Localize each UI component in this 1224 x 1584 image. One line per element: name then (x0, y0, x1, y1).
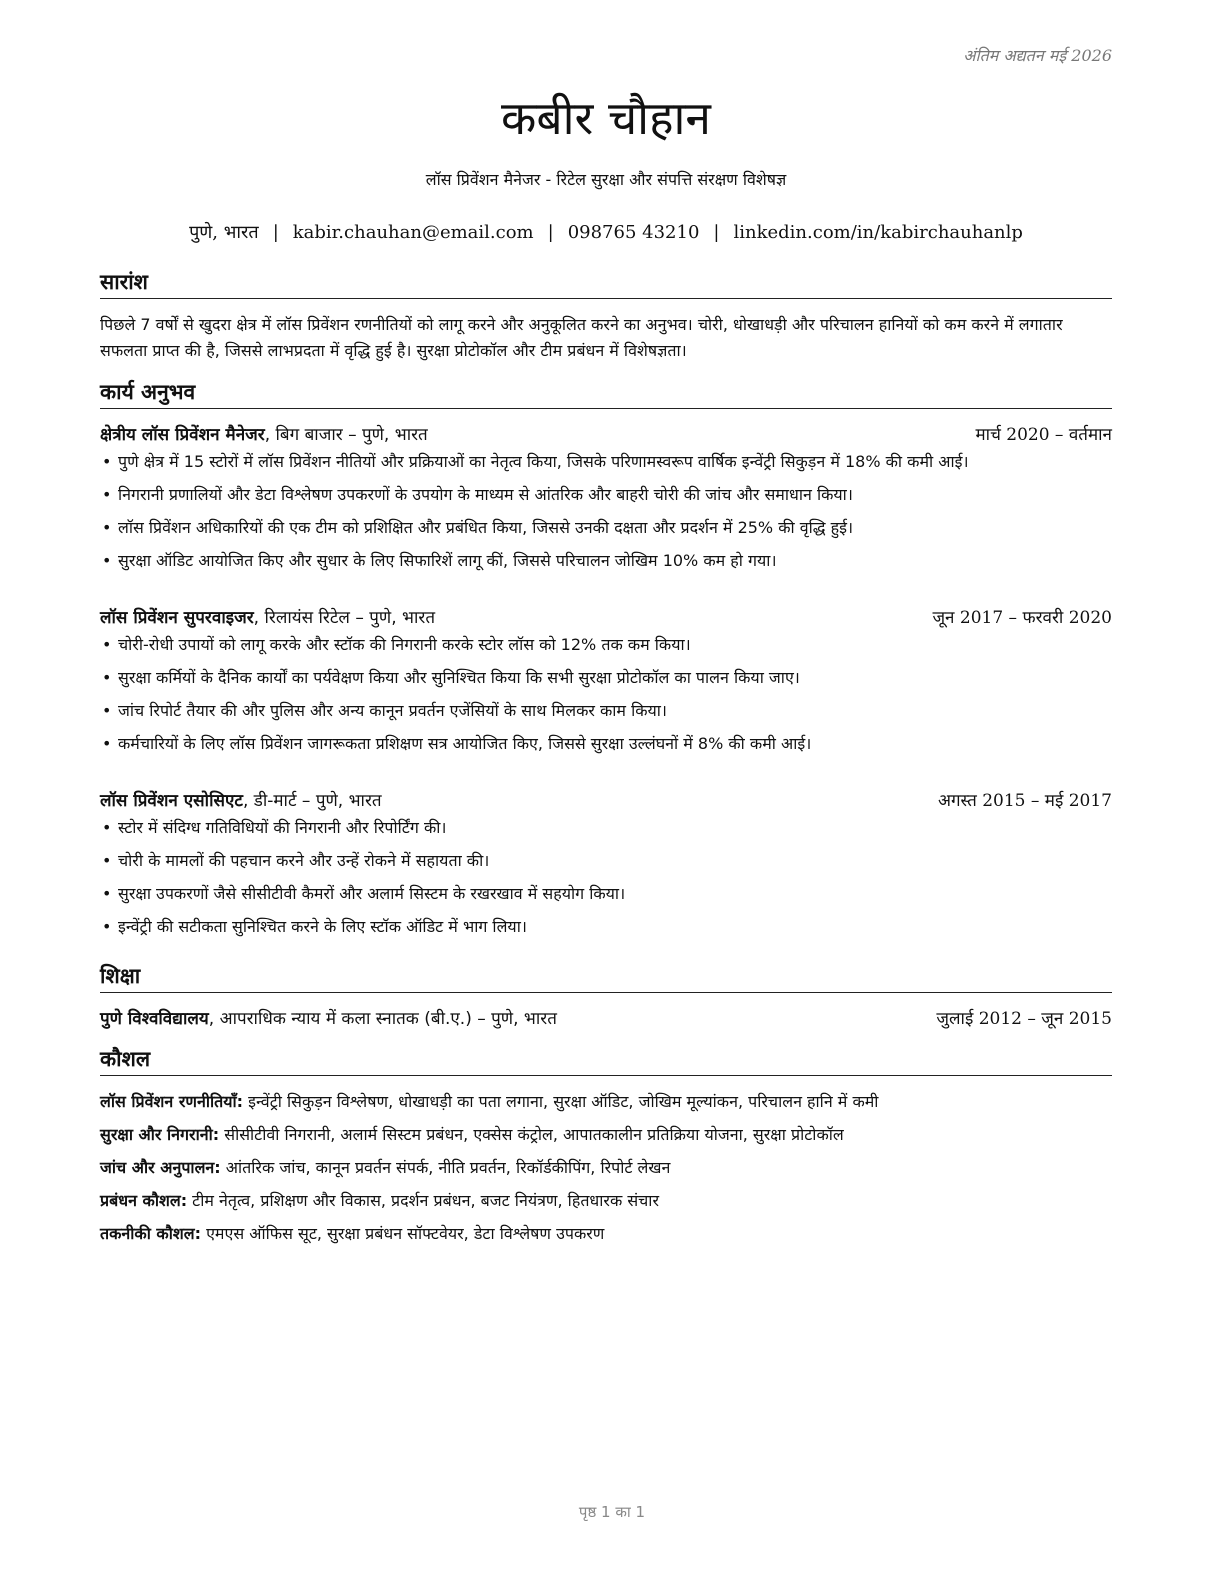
resume-page (100, 0, 1112, 1584)
job-bullets (100, 817, 1112, 938)
contact-location: पुणे, भारत (189, 222, 259, 243)
job-bullets (100, 634, 1112, 755)
job-header (100, 790, 1112, 812)
skill-row (100, 1223, 1112, 1245)
contact-linkedin[interactable]: linkedin.com/in/kabirchauhanlp (733, 222, 1023, 243)
job-bullets (100, 451, 1112, 572)
summary-text: पिछले 7 वर्षों से खुदरा क्षेत्र में लॉस प्रिवेंशन रणनीतियों को लागू करने और अनुकूलित करने का अनुभव। चोरी, धोखाधड़ी और परिचालन हानियों को कम करने में लगातार सफलता प्राप्त की है, जिससे लाभप्रदता में वृद्धि हुई है। सुरक्षा प्रोटोकॉल और टीम प्रबंधन में विशेषज्ञता। (100, 315, 1063, 360)
skill-value: टीम नेतृत्व, प्रशिक्षण और विकास, प्रदर्शन प्रबंधन, बजट नियंत्रण, हितधारक संचार (187, 1191, 659, 1210)
education-dates: जुलाई 2012 – जून 2015 (936, 1009, 1112, 1029)
bullet-item: • निगरानी प्रणालियों और डेटा विश्लेषण उपकरणों के उपयोग के माध्यम से आंतरिक और बाहरी चोरी की जांच और समाधान किया। (102, 485, 853, 504)
job-org: , रिलायंस रिटेल – पुणे, भारत (253, 608, 436, 628)
bullet-item: • सुरक्षा उपकरणों जैसे सीसीटीवी कैमरों और अलार्म सिस्टम के रखरखाव में सहयोग किया। (102, 884, 626, 903)
experience-heading: कार्य अनुभव (100, 380, 1112, 409)
bullet-item: • सुरक्षा कर्मियों के दैनिक कार्यों का पर्यवेक्षण किया और सुनिश्चित किया कि सभी सुरक्षा प्रोटोकॉल का पालन किया जाए। (102, 668, 800, 687)
skill-label: लॉस प्रिवेंशन रणनीतियाँ: (100, 1092, 244, 1111)
education-entry (100, 1008, 1112, 1030)
bullet-item: • चोरी के मामलों की पहचान करने और उन्हें रोकने में सहायता की। (102, 851, 490, 870)
bullet-item: • चोरी-रोधी उपायों को लागू करके और स्टॉक की निगरानी करके स्टोर लॉस को 12% तक कम किया। (102, 635, 691, 654)
skill-label: जांच और अनुपालन: (100, 1158, 221, 1177)
job-header (100, 607, 1112, 629)
bullet-item: • सुरक्षा ऑडिट आयोजित किए और सुधार के लिए सिफारिशें लागू कीं, जिससे परिचालन जोखिम 10% कम हो गया। (102, 551, 777, 570)
bullet-item: • जांच रिपोर्ट तैयार की और पुलिस और अन्य कानून प्रवर्तन एजेंसियों के साथ मिलकर काम किया। (102, 701, 667, 720)
job-title: लॉस प्रिवेंशन सुपरवाइजर (100, 608, 254, 628)
degree: , आपराधिक न्याय में कला स्नातक (बी.ए.) – पुणे, भारत (208, 1009, 557, 1029)
summary-heading: सारांश (100, 270, 1112, 299)
contact-separator: | (272, 222, 279, 243)
job-dates: जून 2017 – फरवरी 2020 (932, 608, 1112, 628)
bullet-item: • कर्मचारियों के लिए लॉस प्रिवेंशन जागरूकता प्रशिक्षण सत्र आयोजित किए, जिससे सुरक्षा उल्लंघनों में 8% की कमी आई। (102, 734, 812, 753)
job-header (100, 424, 1112, 446)
skill-value: आंतरिक जांच, कानून प्रवर्तन संपर्क, नीति प्रवर्तन, रिकॉर्डकीपिंग, रिपोर्ट लेखन (220, 1158, 671, 1177)
skill-value: सीसीटीवी निगरानी, अलार्म सिस्टम प्रबंधन, एक्सेस कंट्रोल, आपातकालीन प्रतिक्रिया योजना, सुरक्षा प्रोटोकॉल (219, 1125, 844, 1144)
education-header (100, 1008, 1112, 1030)
skills-heading: कौशल (100, 1047, 1112, 1076)
job-dates: अगस्त 2015 – मई 2017 (937, 791, 1112, 811)
skill-row (100, 1157, 1112, 1179)
page-number: पृष्ठ 1 का 1 (578, 1503, 646, 1521)
skill-row (100, 1190, 1112, 1212)
tagline: लॉस प्रिवेंशन मैनेजर - रिटेल सुरक्षा और संपत्ति संरक्षण विशेषज्ञ (425, 170, 787, 189)
contact-line (100, 220, 1112, 244)
skill-row (100, 1124, 1112, 1146)
bullet-item: • स्टोर में संदिग्ध गतिविधियों की निगरानी और रिपोर्टिंग की। (102, 818, 447, 837)
skill-row (100, 1091, 1112, 1113)
school-name: पुणे विश्वविद्यालय (100, 1009, 209, 1029)
contact-email[interactable]: kabir.chauhan@email.com (292, 222, 534, 243)
skill-value: इन्वेंट्री सिकुड़न विश्लेषण, धोखाधड़ी का पता लगाना, सुरक्षा ऑडिट, जोखिम मूल्यांकन, परिचालन हानि में कमी (243, 1092, 879, 1111)
contact-phone: 098765 43210 (567, 222, 700, 243)
bullet-item: • लॉस प्रिवेंशन अधिकारियों की एक टीम को प्रशिक्षित और प्रबंधित किया, जिससे उनकी दक्षता और प्रदर्शन में 25% की वृद्धि हुई। (102, 518, 854, 537)
job-entry (100, 607, 1112, 755)
job-entry (100, 790, 1112, 938)
job-title: लॉस प्रिवेंशन एसोसिएट (100, 791, 243, 811)
job-title: क्षेत्रीय लॉस प्रिवेंशन मैनेजर (100, 425, 265, 445)
skill-value: एमएस ऑफिस सूट, सुरक्षा प्रबंधन सॉफ्टवेयर, डेटा विश्लेषण उपकरण (201, 1224, 605, 1243)
bullet-item: • पुणे क्षेत्र में 15 स्टोरों में लॉस प्रिवेंशन नीतियों और प्रक्रियाओं का नेतृत्व किया, जिसके परिणामस्वरूप वार्षिक इन्वेंट्री सिकुड़न में 18% की कमी आई। (102, 452, 969, 471)
candidate-name: कबीर चौहान (501, 91, 711, 145)
job-org: , बिग बाजार – पुणे, भारत (264, 425, 428, 445)
skill-label: प्रबंधन कौशल: (100, 1191, 188, 1210)
last-updated: अंतिम अद्यतन मई 2026 (963, 46, 1112, 65)
skill-label: सुरक्षा और निगरानी: (100, 1125, 220, 1144)
education-heading: शिक्षा (100, 964, 1112, 993)
skills-list (100, 1091, 1112, 1256)
job-entry (100, 424, 1112, 572)
job-dates: मार्च 2020 – वर्तमान (975, 425, 1112, 445)
contact-separator: | (547, 222, 554, 243)
bullet-item: • इन्वेंट्री की सटीकता सुनिश्चित करने के लिए स्टॉक ऑडिट में भाग लिया। (102, 917, 527, 936)
job-org: , डी-मार्ट – पुणे, भारत (242, 791, 382, 811)
contact-separator: | (713, 222, 720, 243)
skill-label: तकनीकी कौशल: (100, 1224, 201, 1243)
